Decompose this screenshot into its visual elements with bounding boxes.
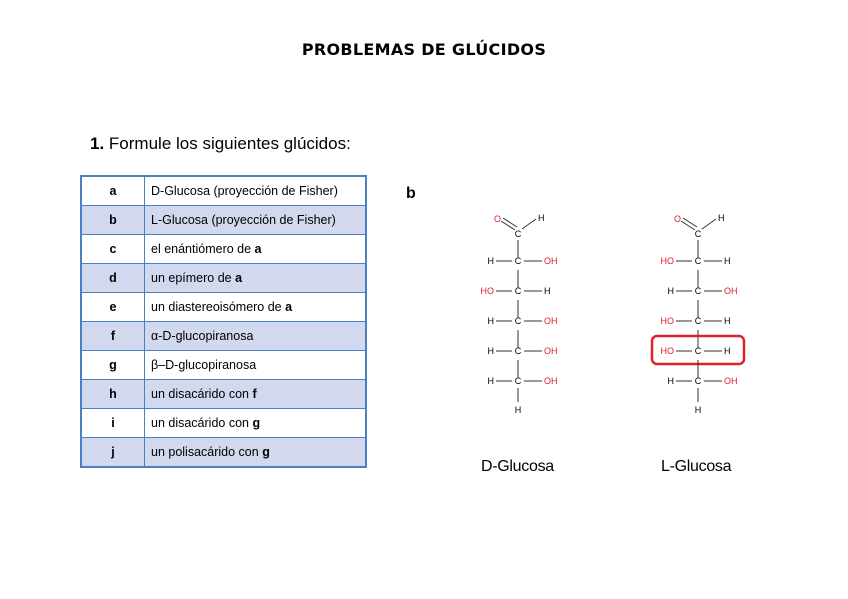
table-row xyxy=(81,438,366,468)
page-title: PROBLEMAS DE GLÚCIDOS xyxy=(301,40,547,59)
item-letter: c xyxy=(81,235,145,264)
table-row xyxy=(81,351,366,380)
double-bond xyxy=(503,218,517,227)
items-table xyxy=(80,175,367,468)
carbon-atom: C xyxy=(514,256,522,266)
table-row xyxy=(81,409,366,438)
right-substituent: H xyxy=(724,316,731,326)
item-letter: f xyxy=(81,322,145,351)
bond xyxy=(522,219,536,229)
item-reference: a xyxy=(254,242,262,256)
item-letter: e xyxy=(81,293,145,322)
item-letter: d xyxy=(81,264,145,293)
item-text: α-D-glucopiranosa xyxy=(151,329,254,343)
table-row xyxy=(81,206,366,235)
table-row xyxy=(81,235,366,264)
carbon-atom: C xyxy=(514,286,522,296)
carbon-atom: C xyxy=(514,229,522,239)
item-description xyxy=(145,206,367,235)
carbon-atom: C xyxy=(694,316,702,326)
d-glucose-fisher-projection xyxy=(470,205,570,420)
left-substituent: HO xyxy=(660,346,674,356)
item-text: L-Glucosa (proyección de Fisher) xyxy=(151,213,336,227)
carbon-atom: C xyxy=(514,316,522,326)
left-substituent: HO xyxy=(660,316,674,326)
oxygen-atom: O xyxy=(674,214,682,224)
item-description xyxy=(145,409,367,438)
item-text: un diastereoisómero de xyxy=(151,300,286,314)
item-description xyxy=(145,322,367,351)
right-substituent: H xyxy=(544,286,551,296)
d-glucose-label: D-Glucosa xyxy=(481,458,554,475)
left-substituent: H xyxy=(667,286,674,296)
item-text: un disacárido con xyxy=(151,387,253,401)
question-1 xyxy=(90,134,351,154)
right-substituent: OH xyxy=(724,376,738,386)
carbon-atom: C xyxy=(514,346,522,356)
item-letter: g xyxy=(81,351,145,380)
item-description xyxy=(145,380,367,409)
right-substituent: OH xyxy=(544,346,558,356)
carbon-atom: C xyxy=(694,229,702,239)
double-bond xyxy=(681,221,695,230)
item-description xyxy=(145,235,367,264)
question-text: Formule los siguientes glúcidos: xyxy=(108,134,351,153)
item-letter: i xyxy=(81,409,145,438)
item-description xyxy=(145,264,367,293)
left-substituent: H xyxy=(487,256,494,266)
item-text: un disacárido con xyxy=(151,416,253,430)
item-description xyxy=(145,351,367,380)
right-substituent: H xyxy=(724,256,731,266)
right-substituent: OH xyxy=(544,376,558,386)
left-substituent: HO xyxy=(480,286,494,296)
l-glucose-fisher-projection xyxy=(650,205,750,420)
left-substituent: H xyxy=(487,346,494,356)
oxygen-atom: O xyxy=(494,214,502,224)
hydrogen-atom: H xyxy=(514,405,522,415)
hydrogen-atom: H xyxy=(718,213,725,223)
bond xyxy=(702,219,716,229)
item-text: un epímero de xyxy=(151,271,236,285)
carbon-atom: C xyxy=(694,376,702,386)
right-substituent: H xyxy=(724,346,731,356)
hydrogen-atom: H xyxy=(538,213,545,223)
item-letter: b xyxy=(81,206,145,235)
right-substituent: OH xyxy=(544,256,558,266)
item-reference: a xyxy=(285,300,293,314)
table-row xyxy=(81,264,366,293)
carbon-atom: C xyxy=(694,256,702,266)
item-description xyxy=(145,176,367,206)
item-reference: a xyxy=(235,271,243,285)
item-text: β–D-glucopiranosa xyxy=(151,358,257,372)
item-description xyxy=(145,438,367,468)
item-letter: a xyxy=(81,176,145,206)
double-bond xyxy=(683,218,697,227)
item-text: el enántiómero de xyxy=(151,242,255,256)
table-row xyxy=(81,293,366,322)
item-reference: g xyxy=(262,445,270,459)
hydrogen-atom: H xyxy=(694,405,702,415)
question-number: 1. xyxy=(90,134,105,153)
table-row xyxy=(81,322,366,351)
double-bond xyxy=(501,221,515,230)
item-text: D-Glucosa (proyección de Fisher) xyxy=(151,184,338,198)
l-glucose-label: L-Glucosa xyxy=(661,458,732,475)
right-substituent: OH xyxy=(724,286,738,296)
left-substituent: HO xyxy=(660,256,674,266)
item-text: un polisacárido con xyxy=(151,445,263,459)
table-row xyxy=(81,380,366,409)
carbon-atom: C xyxy=(694,346,702,356)
figure-label: b xyxy=(406,185,416,202)
carbon-atom: C xyxy=(514,376,522,386)
left-substituent: H xyxy=(487,316,494,326)
right-substituent: OH xyxy=(544,316,558,326)
item-description xyxy=(145,293,367,322)
item-reference: f xyxy=(252,387,257,401)
left-substituent: H xyxy=(667,376,674,386)
item-letter: h xyxy=(81,380,145,409)
carbon-atom: C xyxy=(694,286,702,296)
table-row xyxy=(81,176,366,206)
item-letter: j xyxy=(81,438,145,468)
left-substituent: H xyxy=(487,376,494,386)
item-reference: g xyxy=(252,416,261,430)
